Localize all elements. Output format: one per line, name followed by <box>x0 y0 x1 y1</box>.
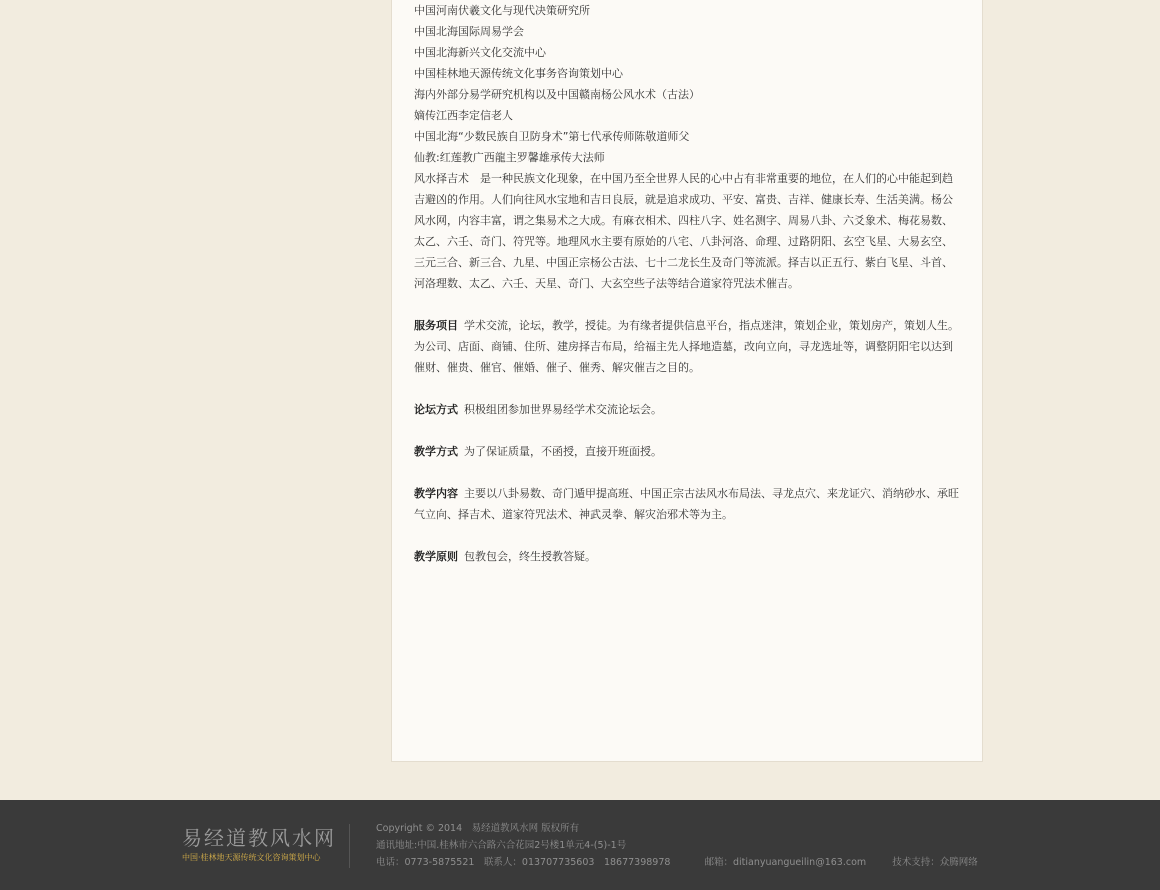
section-forum <box>414 399 962 420</box>
section-services <box>414 315 962 378</box>
article-body <box>414 0 962 567</box>
section-label: 教学方式 <box>414 445 458 458</box>
contact-row <box>376 854 978 871</box>
spacer <box>414 294 962 315</box>
section-text: 学术交流，论坛，教学，授徒。为有缘者提供信息平台，指点迷津，策划企业，策划房产，策划人生。为公司、店面、商铺、住所、建房择吉布局，给福主先人择地造墓，改向立向，寻龙选址等，调整阴阳宅以达到催财、催贵、催官、催婚、催子、催秀、解灾催吉之目的。 <box>414 319 959 374</box>
org-line: 海内外部分易学研究机构以及中国赣南杨公风水术（古法） <box>414 88 700 101</box>
footer-info <box>376 820 978 871</box>
section-text: 包教包会，终生授教答疑。 <box>464 550 596 563</box>
section-text: 为了保证质量，不函授，直接开班面授。 <box>464 445 662 458</box>
intro-paragraph: 风水择吉术 是一种民族文化现象，在中国乃至全世界人民的心中占有非常重要的地位，在人们的心中能起到趋吉避凶的作用。人们向往风水宝地和吉日良辰，就是追求成功、平安、富贵、吉祥、健康长寿、生活美满。杨公风水网，内容丰富，谓之集易术之大成。有麻衣相术、四柱八字、姓名测字、周易八卦、六爻象术、梅花易数、太乙、六壬、奇门、符咒等。地理风水主要有原始的八宅、八卦河洛、命理、过路阴阳、玄空飞星、大易玄空、三元三合、新三合、九星、中国正宗杨公古法、七十二龙长生及奇门等流派。择吉以正五行、紫白飞星、斗首、河洛理数、太乙、六壬、天星、奇门、大玄空些子法等结合道家符咒法术催吉。 <box>414 172 953 290</box>
footer-logo[interactable] <box>182 826 342 864</box>
spacer <box>414 378 962 399</box>
logo-title: 易经道教风水网 <box>182 826 336 850</box>
org-line: 嫡传江西李定信老人 <box>414 109 513 122</box>
org-line: 中国河南伏羲文化与现代决策研究所 <box>414 4 590 17</box>
footer-divider <box>349 824 350 868</box>
section-teaching-content <box>414 483 962 525</box>
org-line: 仙教:红莲教广西龍主罗馨雄承传大法师 <box>414 151 605 164</box>
org-line: 中国北海国际周易学会 <box>414 25 524 38</box>
copyright-text: Copyright © 2014 易经道教风水网 版权所有 <box>376 823 580 834</box>
email-link[interactable]: 邮箱：ditianyuangueilin@163.com <box>704 857 867 868</box>
section-text: 积极组团参加世界易经学术交流论坛会。 <box>464 403 662 416</box>
tech-support-link[interactable]: 技术支持：众腾网络 <box>892 857 978 868</box>
section-label: 教学内容 <box>414 487 458 500</box>
section-label: 论坛方式 <box>414 403 458 416</box>
section-label: 服务项目 <box>414 319 458 332</box>
org-line: 中国桂林地天源传统文化事务咨询策划中心 <box>414 67 623 80</box>
section-label: 教学原则 <box>414 550 458 563</box>
org-line: 中国北海“少数民族自卫防身术”第七代承传师陈敬道师父 <box>414 130 690 143</box>
site-footer <box>0 800 1160 890</box>
org-line: 中国北海新兴文化交流中心 <box>414 46 546 59</box>
section-teaching-principle <box>414 546 962 567</box>
spacer <box>414 525 962 546</box>
phone-text: 电话：0773-5875521 联系人：013707735603 18677398978 <box>376 857 671 868</box>
section-teaching-method <box>414 441 962 462</box>
spacer <box>414 420 962 441</box>
section-text: 主要以八卦易数、奇门遁甲提高班、中国正宗古法风水布局法、寻龙点穴、来龙证穴、消纳砂水、承旺气立向、择吉术、道家符咒法术、神武灵拳、解灾治邪术等为主。 <box>414 487 959 521</box>
address-text: 通讯地址:中国.桂林市六合路六合花园2号楼1单元4-(5)-1号 <box>376 840 627 851</box>
logo-subtitle: 中国·桂林地天源传统文化咨询策划中心 <box>182 853 321 862</box>
spacer <box>414 462 962 483</box>
